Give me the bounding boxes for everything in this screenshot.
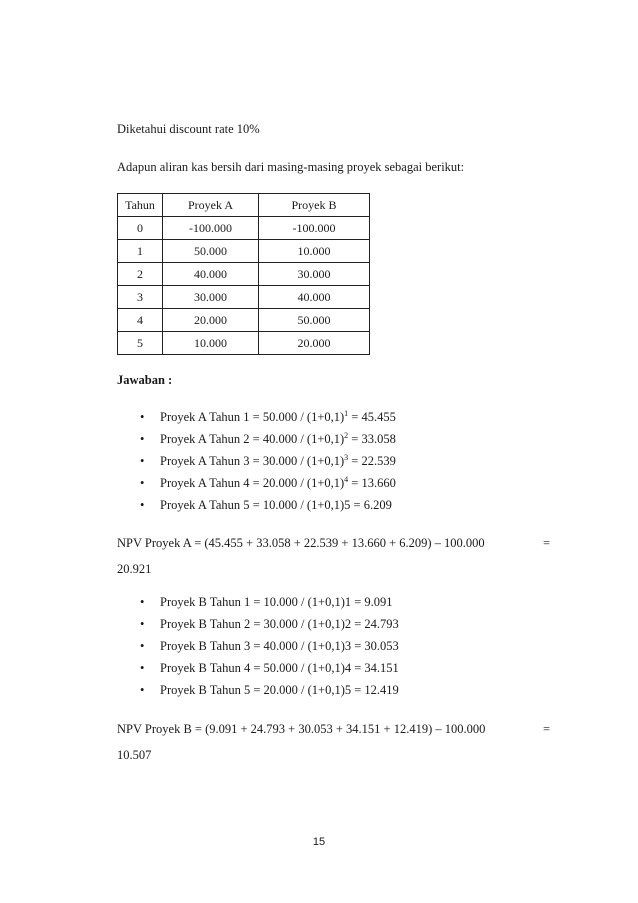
table-row: [118, 240, 370, 263]
npv-proyek-b: [117, 716, 550, 768]
list-item: • Proyek B Tahun 3 = 40.000 / (1+0,1)3 = 30.053: [140, 635, 399, 657]
table-row: [118, 263, 370, 286]
bullet-icon: •: [140, 661, 145, 675]
table-cell: 0: [118, 217, 163, 240]
table-cell: -100.000: [163, 217, 259, 240]
table-cell: -100.000: [259, 217, 370, 240]
npv-a-formula: NPV Proyek A = (45.455 + 33.058 + 22.539 + 13.660 + 6.209) – 100.000: [117, 536, 485, 550]
table-row: [118, 286, 370, 309]
table-cell: 5: [118, 332, 163, 355]
bullet-icon: •: [140, 595, 145, 609]
table-header-row: [118, 194, 370, 217]
bullet-icon: •: [140, 617, 145, 631]
table-cell: 4: [118, 309, 163, 332]
list-item: • Proyek A Tahun $3 = 30.000 / (1+0,1)^3 = 22.539$: [140, 450, 396, 472]
bullet-icon: •: [140, 410, 145, 424]
answer-heading: Jawaban :: [117, 373, 173, 387]
npv-b-result: 10.507: [117, 748, 152, 762]
npv-b-formula: NPV Proyek B = (9.091 + 24.793 + 30.053 + 34.151 + 12.419) – 100.000: [117, 722, 486, 736]
list-item: • Proyek B Tahun 2 = 30.000 / (1+0,1)2 = 24.793: [140, 613, 399, 635]
bullet-icon: •: [140, 683, 145, 697]
bullet-icon: •: [140, 476, 145, 490]
list-item: • Proyek B Tahun 1 = 10.000 / (1+0,1)1 = 9.091: [140, 591, 399, 613]
table-cell: 10.000: [163, 332, 259, 355]
npv-a-result: 20.921: [117, 562, 152, 576]
table-row: [118, 309, 370, 332]
table-cell: 10.000: [259, 240, 370, 263]
table-row: [118, 332, 370, 355]
list-item: • Proyek A Tahun $4 = 20.000 / (1+0,1)^4 = 13.660$: [140, 472, 396, 494]
page-number: 15: [312, 836, 326, 848]
table-cell: 20.000: [259, 332, 370, 355]
cashflow-table: [117, 193, 370, 355]
table-header-cell: Proyek B: [259, 194, 370, 217]
discount-rate-text: Diketahui discount rate 10%: [117, 122, 260, 136]
table-cell: 30.000: [259, 263, 370, 286]
table-cell: 1: [118, 240, 163, 263]
list-item: • Proyek B Tahun 5 = 20.000 / (1+0,1)5 = 12.419: [140, 679, 399, 701]
bullet-icon: •: [140, 432, 145, 446]
table-cell: 40.000: [259, 286, 370, 309]
table-header-cell: Proyek A: [163, 194, 259, 217]
proyek-a-calc-list: [140, 406, 396, 516]
table-cell: 50.000: [163, 240, 259, 263]
table-cell: 40.000: [163, 263, 259, 286]
table-cell: 50.000: [259, 309, 370, 332]
list-item: • Proyek A Tahun $1 = 50.000 / (1+0,1)^1 = 45.455$: [140, 406, 396, 428]
list-item: • Proyek A Tahun $2 = 40.000 / (1+0,1)^2 = 33.058$: [140, 428, 396, 450]
table-cell: 2: [118, 263, 163, 286]
bullet-icon: •: [140, 498, 145, 512]
table-cell: 30.000: [163, 286, 259, 309]
npv-proyek-a: [117, 530, 550, 582]
bullet-icon: •: [140, 454, 145, 468]
npv-a-equals: =: [542, 536, 550, 550]
table-cell: 20.000: [163, 309, 259, 332]
table-row: [118, 217, 370, 240]
bullet-icon: •: [140, 639, 145, 653]
list-item: • Proyek B Tahun 4 = 50.000 / (1+0,1)4 = 34.151: [140, 657, 399, 679]
table-cell: 3: [118, 286, 163, 309]
list-item: • Proyek A Tahun 5 = 10.000 / (1+0,1)5 = 6.209: [140, 494, 396, 516]
proyek-b-calc-list: [140, 591, 399, 701]
npv-b-equals: =: [542, 722, 550, 736]
cashflow-intro-text: Adapun aliran kas bersih dari masing-masing proyek sebagai berikut:: [117, 160, 465, 174]
table-header-cell: Tahun: [118, 194, 163, 217]
